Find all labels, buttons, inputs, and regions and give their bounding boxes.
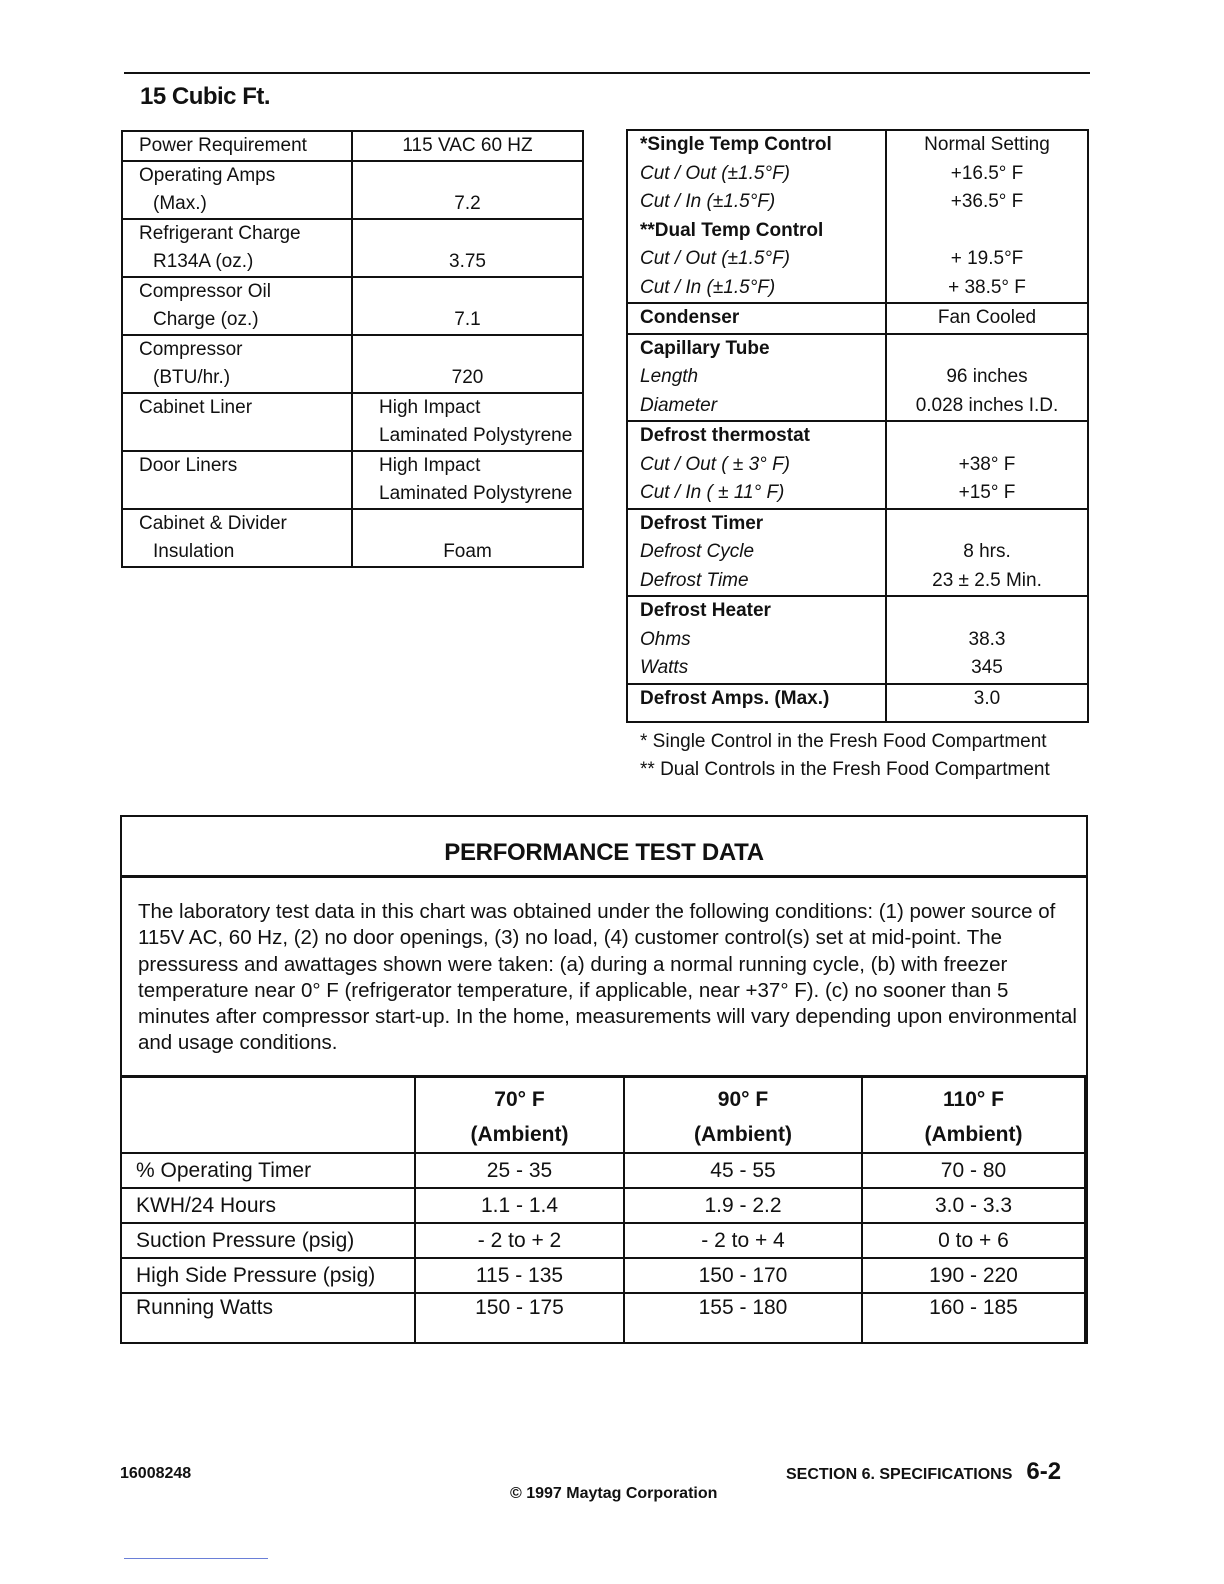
footnote-single: * Single Control in the Fresh Food Compartment: [640, 731, 1047, 752]
performance-cell: - 2 to + 2: [415, 1223, 624, 1258]
spec-value: 8 hrs.: [886, 538, 1088, 567]
right-spec-row: [627, 245, 1088, 274]
spec-label: Cut / Out (±1.5°F): [627, 245, 886, 274]
performance-cell: 1.9 - 2.2: [624, 1188, 862, 1223]
right-spec-row: [627, 654, 1088, 684]
spec-label: Cut / In (±1.5°F): [627, 188, 886, 217]
page-number: 6-2: [1026, 1458, 1062, 1485]
performance-header-row: [121, 1077, 1085, 1154]
right-spec-row: [627, 451, 1088, 480]
right-spec-row: [627, 684, 1088, 723]
performance-row: [121, 1223, 1085, 1258]
spec-label: Defrost thermostat: [627, 421, 886, 451]
right-spec-row: [627, 626, 1088, 655]
performance-cell: 190 - 220: [862, 1258, 1085, 1293]
spec-label: Cut / In ( ± 11° F): [627, 479, 886, 509]
performance-description: The laboratory test data in this chart was obtained under the following conditions: (1) power source of 115V AC, 60 Hz, (2) no door openings, (3) no load, (4) customer control(s) set at mid-point. The pressuress and awattages shown were taken: (a) during a normal running cycle, (b) with freezer temperature near 0° F (refrigerator temperature, if applicable, near +37° F). (c) no sooner than 5 minutes after compressor start-up. In the home, measurements will vary depending upon environmental and usage conditions.: [138, 900, 1077, 1055]
spec-label: Defrost Timer: [627, 509, 886, 539]
right-spec-row: [627, 130, 1088, 160]
right-spec-row: [627, 392, 1088, 422]
spec-value: 7.2: [352, 161, 583, 219]
performance-cell: 155 - 180: [624, 1293, 862, 1343]
performance-row: [121, 1258, 1085, 1293]
spec-value: 38.3: [886, 626, 1088, 655]
left-spec-row: [122, 219, 583, 277]
spec-label: Compressor (BTU/hr.): [122, 335, 352, 393]
bottom-rule: [124, 1558, 268, 1559]
spec-label: Power Requirement: [122, 131, 352, 161]
performance-row-label: % Operating Timer: [121, 1153, 415, 1188]
right-spec-row: [627, 421, 1088, 451]
spec-label: Capillary Tube: [627, 334, 886, 364]
header-110: 110° F (Ambient): [862, 1077, 1085, 1154]
footnotes: [640, 728, 1050, 784]
performance-section: [120, 815, 1088, 1344]
right-spec-row: [627, 363, 1088, 392]
footnote-dual: ** Dual Controls in the Fresh Food Compartment: [640, 759, 1050, 780]
spec-value: + 19.5°F: [886, 245, 1088, 274]
left-spec-row: [122, 393, 583, 451]
performance-cell: 25 - 35: [415, 1153, 624, 1188]
performance-row: [121, 1188, 1085, 1223]
performance-row-label: KWH/24 Hours: [121, 1188, 415, 1223]
spec-value: [886, 421, 1088, 451]
spec-label: Length: [627, 363, 886, 392]
spec-value: 23 ± 2.5 Min.: [886, 567, 1088, 597]
performance-row-label: Suction Pressure (psig): [121, 1223, 415, 1258]
performance-cell: 1.1 - 1.4: [415, 1188, 624, 1223]
spec-label: **Dual Temp Control: [627, 217, 886, 246]
spec-label: Cut / In (±1.5°F): [627, 274, 886, 304]
page-heading: 15 Cubic Ft.: [140, 83, 271, 110]
right-spec-row: [627, 217, 1088, 246]
section-label: SECTION 6. SPECIFICATIONS 6-2: [786, 1458, 1062, 1485]
spec-value: High Impact Laminated Polystyrene: [352, 451, 583, 509]
spec-value: Foam: [352, 509, 583, 567]
performance-row-label: Running Watts: [121, 1293, 415, 1343]
right-spec-row: [627, 596, 1088, 626]
performance-cell: 0 to + 6: [862, 1223, 1085, 1258]
right-spec-row: [627, 274, 1088, 304]
left-spec-row: [122, 277, 583, 335]
spec-label: Refrigerant Charge R134A (oz.): [122, 219, 352, 277]
left-spec-row: [122, 335, 583, 393]
performance-row: [121, 1153, 1085, 1188]
spec-value: [886, 509, 1088, 539]
spec-label: Condenser: [627, 303, 886, 334]
performance-row: [121, 1293, 1085, 1343]
spec-label: Cabinet & Divider Insulation: [122, 509, 352, 567]
performance-cell: 160 - 185: [862, 1293, 1085, 1343]
spec-value: +15° F: [886, 479, 1088, 509]
spec-value: High Impact Laminated Polystyrene: [352, 393, 583, 451]
spec-value: 3.75: [352, 219, 583, 277]
left-spec-row: [122, 131, 583, 161]
right-spec-row: [627, 188, 1088, 217]
spec-label: Ohms: [627, 626, 886, 655]
performance-row-label: High Side Pressure (psig): [121, 1258, 415, 1293]
right-spec-table: [626, 129, 1089, 723]
spec-label: Defrost Time: [627, 567, 886, 597]
header-blank: [121, 1077, 415, 1154]
spec-label: Defrost Cycle: [627, 538, 886, 567]
document-number: 16008248: [120, 1465, 192, 1482]
right-spec-row: [627, 567, 1088, 597]
right-spec-row: [627, 479, 1088, 509]
left-spec-table: [121, 130, 584, 568]
left-spec-row: [122, 161, 583, 219]
performance-cell: - 2 to + 4: [624, 1223, 862, 1258]
spec-value: 7.1: [352, 277, 583, 335]
spec-label: Compressor Oil Charge (oz.): [122, 277, 352, 335]
performance-cell: 45 - 55: [624, 1153, 862, 1188]
right-spec-row: [627, 334, 1088, 364]
spec-value: +36.5° F: [886, 188, 1088, 217]
performance-cell: 150 - 175: [415, 1293, 624, 1343]
spec-label: Diameter: [627, 392, 886, 422]
header-70: 70° F (Ambient): [415, 1077, 624, 1154]
header-90: 90° F (Ambient): [624, 1077, 862, 1154]
performance-cell: 150 - 170: [624, 1258, 862, 1293]
performance-cell: 70 - 80: [862, 1153, 1085, 1188]
spec-value: +16.5° F: [886, 160, 1088, 189]
spec-label: Operating Amps (Max.): [122, 161, 352, 219]
performance-table: [120, 1075, 1086, 1344]
performance-title: PERFORMANCE TEST DATA: [122, 817, 1086, 878]
spec-value: 0.028 inches I.D.: [886, 392, 1088, 422]
spec-label: Watts: [627, 654, 886, 684]
spec-value: 96 inches: [886, 363, 1088, 392]
spec-value: [886, 596, 1088, 626]
spec-value: 115 VAC 60 HZ: [352, 131, 583, 161]
right-spec-row: [627, 303, 1088, 334]
copyright: © 1997 Maytag Corporation: [510, 1485, 718, 1502]
spec-label: Cut / Out (±1.5°F): [627, 160, 886, 189]
spec-value: Fan Cooled: [886, 303, 1088, 334]
spec-value: 345: [886, 654, 1088, 684]
spec-value: Normal Setting: [886, 130, 1088, 160]
performance-cell: 115 - 135: [415, 1258, 624, 1293]
spec-label: Defrost Amps. (Max.): [627, 684, 886, 723]
spec-label: Cabinet Liner: [122, 393, 352, 451]
spec-value: + 38.5° F: [886, 274, 1088, 304]
spec-value: +38° F: [886, 451, 1088, 480]
spec-label: Cut / Out ( ± 3° F): [627, 451, 886, 480]
spec-label: *Single Temp Control: [627, 130, 886, 160]
spec-value: 720: [352, 335, 583, 393]
right-spec-row: [627, 509, 1088, 539]
spec-label: Defrost Heater: [627, 596, 886, 626]
spec-value: 3.0: [886, 684, 1088, 723]
left-spec-row: [122, 509, 583, 567]
spec-label: Door Liners: [122, 451, 352, 509]
performance-cell: 3.0 - 3.3: [862, 1188, 1085, 1223]
left-spec-row: [122, 451, 583, 509]
spec-value: [886, 217, 1088, 246]
top-rule: [124, 72, 1090, 74]
right-spec-row: [627, 538, 1088, 567]
spec-value: [886, 334, 1088, 364]
right-spec-row: [627, 160, 1088, 189]
